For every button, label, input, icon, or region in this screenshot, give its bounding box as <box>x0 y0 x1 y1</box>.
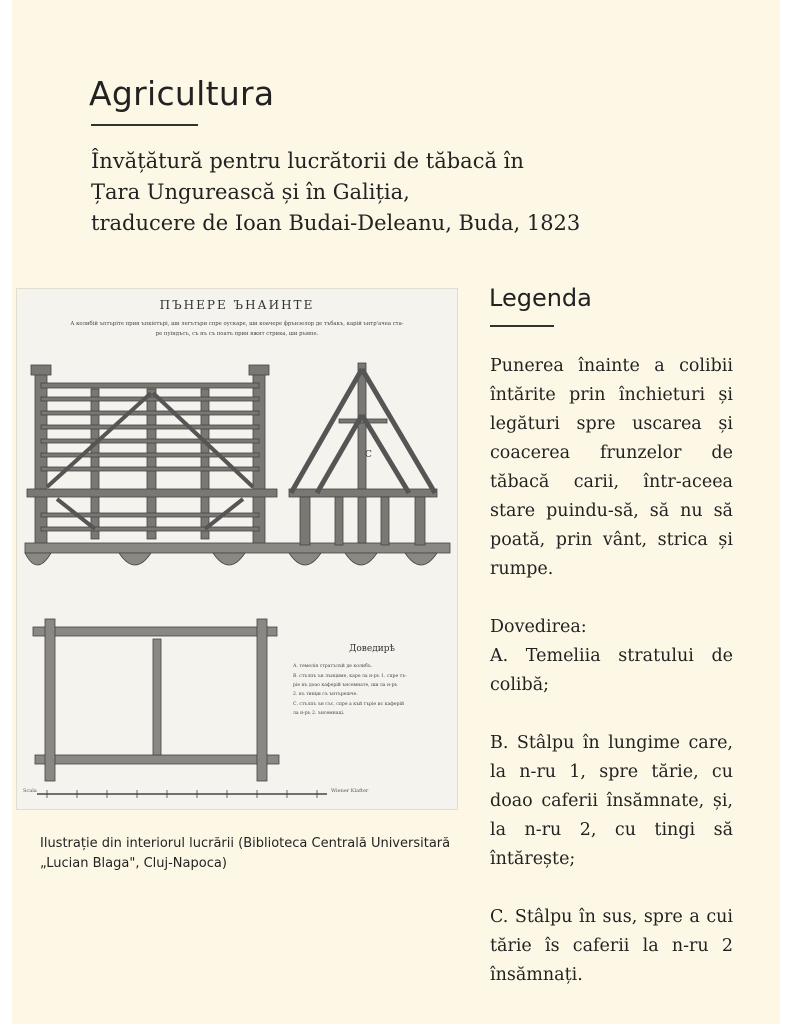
scale-unit-label: Wiener Klafter <box>331 788 369 794</box>
legend-underline <box>490 325 554 327</box>
dovediri-title: Доведирѣ <box>349 644 395 654</box>
historical-illustration <box>16 288 458 810</box>
title-underline <box>91 124 198 126</box>
scale-label: Scala <box>23 788 37 794</box>
illustration-drawing <box>17 289 457 809</box>
legend-item-a: A. Temeliia stratului de colibă; <box>490 646 733 695</box>
plan-view-drawing <box>33 619 279 781</box>
document-subtitle <box>91 146 741 239</box>
label-c: C <box>365 450 372 460</box>
dovediri-line: 2. къ тинџи съ ънтърешче. <box>293 692 358 697</box>
document-page <box>12 0 780 1024</box>
dovedirea-label: Dovedirea: <box>490 617 587 637</box>
scale-bar <box>23 788 369 798</box>
legend-item-c: C. Stâlpu în sus, spre a cui tărie îs caferii la n-ru 2 însămnați. <box>490 907 733 985</box>
dovediri-line: ріе къ доао каферій ънсемнате, ши ла н-ръ <box>293 683 398 688</box>
dovediri-line: А. темелія стратълъй де колибъ. <box>293 664 373 669</box>
dovediri-line: В. стълпъ ън лънциме, каре ла н-ръ 1. спре тъ- <box>293 674 407 679</box>
subtitle-line: traducere de Ioan Budai-Deleanu, Buda, 1823 <box>91 211 581 235</box>
front-elevation-drawing <box>27 365 277 551</box>
legend-paragraph: Punerea înainte a colibii întărite prin închieturi și legături spre uscarea și coacerea frunzelor de tăbacă carii, într-aceea stare puindu-să, să nu să poată, prin vânt, strica și rumpe. <box>490 356 733 579</box>
subtitle-line: Învățătură pentru lucrătorii de tăbacă în <box>91 149 524 173</box>
subtitle-line: Țara Ungurească și în Galiția, <box>91 180 410 204</box>
figure-caption <box>40 834 480 874</box>
legend-heading: Legenda <box>489 284 592 312</box>
caption-line: Ilustrație din interiorul lucrării (Biblioteca Centrală Universitară <box>40 836 451 851</box>
dovediri-line: ла н-ръ 2. ънсемнаці. <box>293 711 345 716</box>
section-title: Agricultura <box>89 74 275 113</box>
legend-item-b: B. Stâlpu în lungime care, la n-ru 1, spre tărie, cu doao caferii însămnate, și, la n-ru 2, cu tingi să întărește; <box>490 733 733 869</box>
dovediri-line: С. стълпъ ън със, спре а къй търіе ис каферій <box>293 702 405 707</box>
illustration-header: ПЪНЕРЕ ЪНАИНТЕ <box>159 298 315 312</box>
illustration-intro-line: А колибій ъптъріте прин ъпкіетърі, ши легътъри спре оускаре, ши коачере фрънзелор де тъбакъ, карій ънтр'ачеа ста- <box>70 321 404 327</box>
caption-line: „Lucian Blaga", Cluj-Napoca) <box>40 856 227 871</box>
illustration-intro-line: ре пуіндъсъ, съ нъ съ поатъ прин вжнт стрика, ши ръмпе. <box>155 331 319 337</box>
legend-text <box>490 352 733 990</box>
